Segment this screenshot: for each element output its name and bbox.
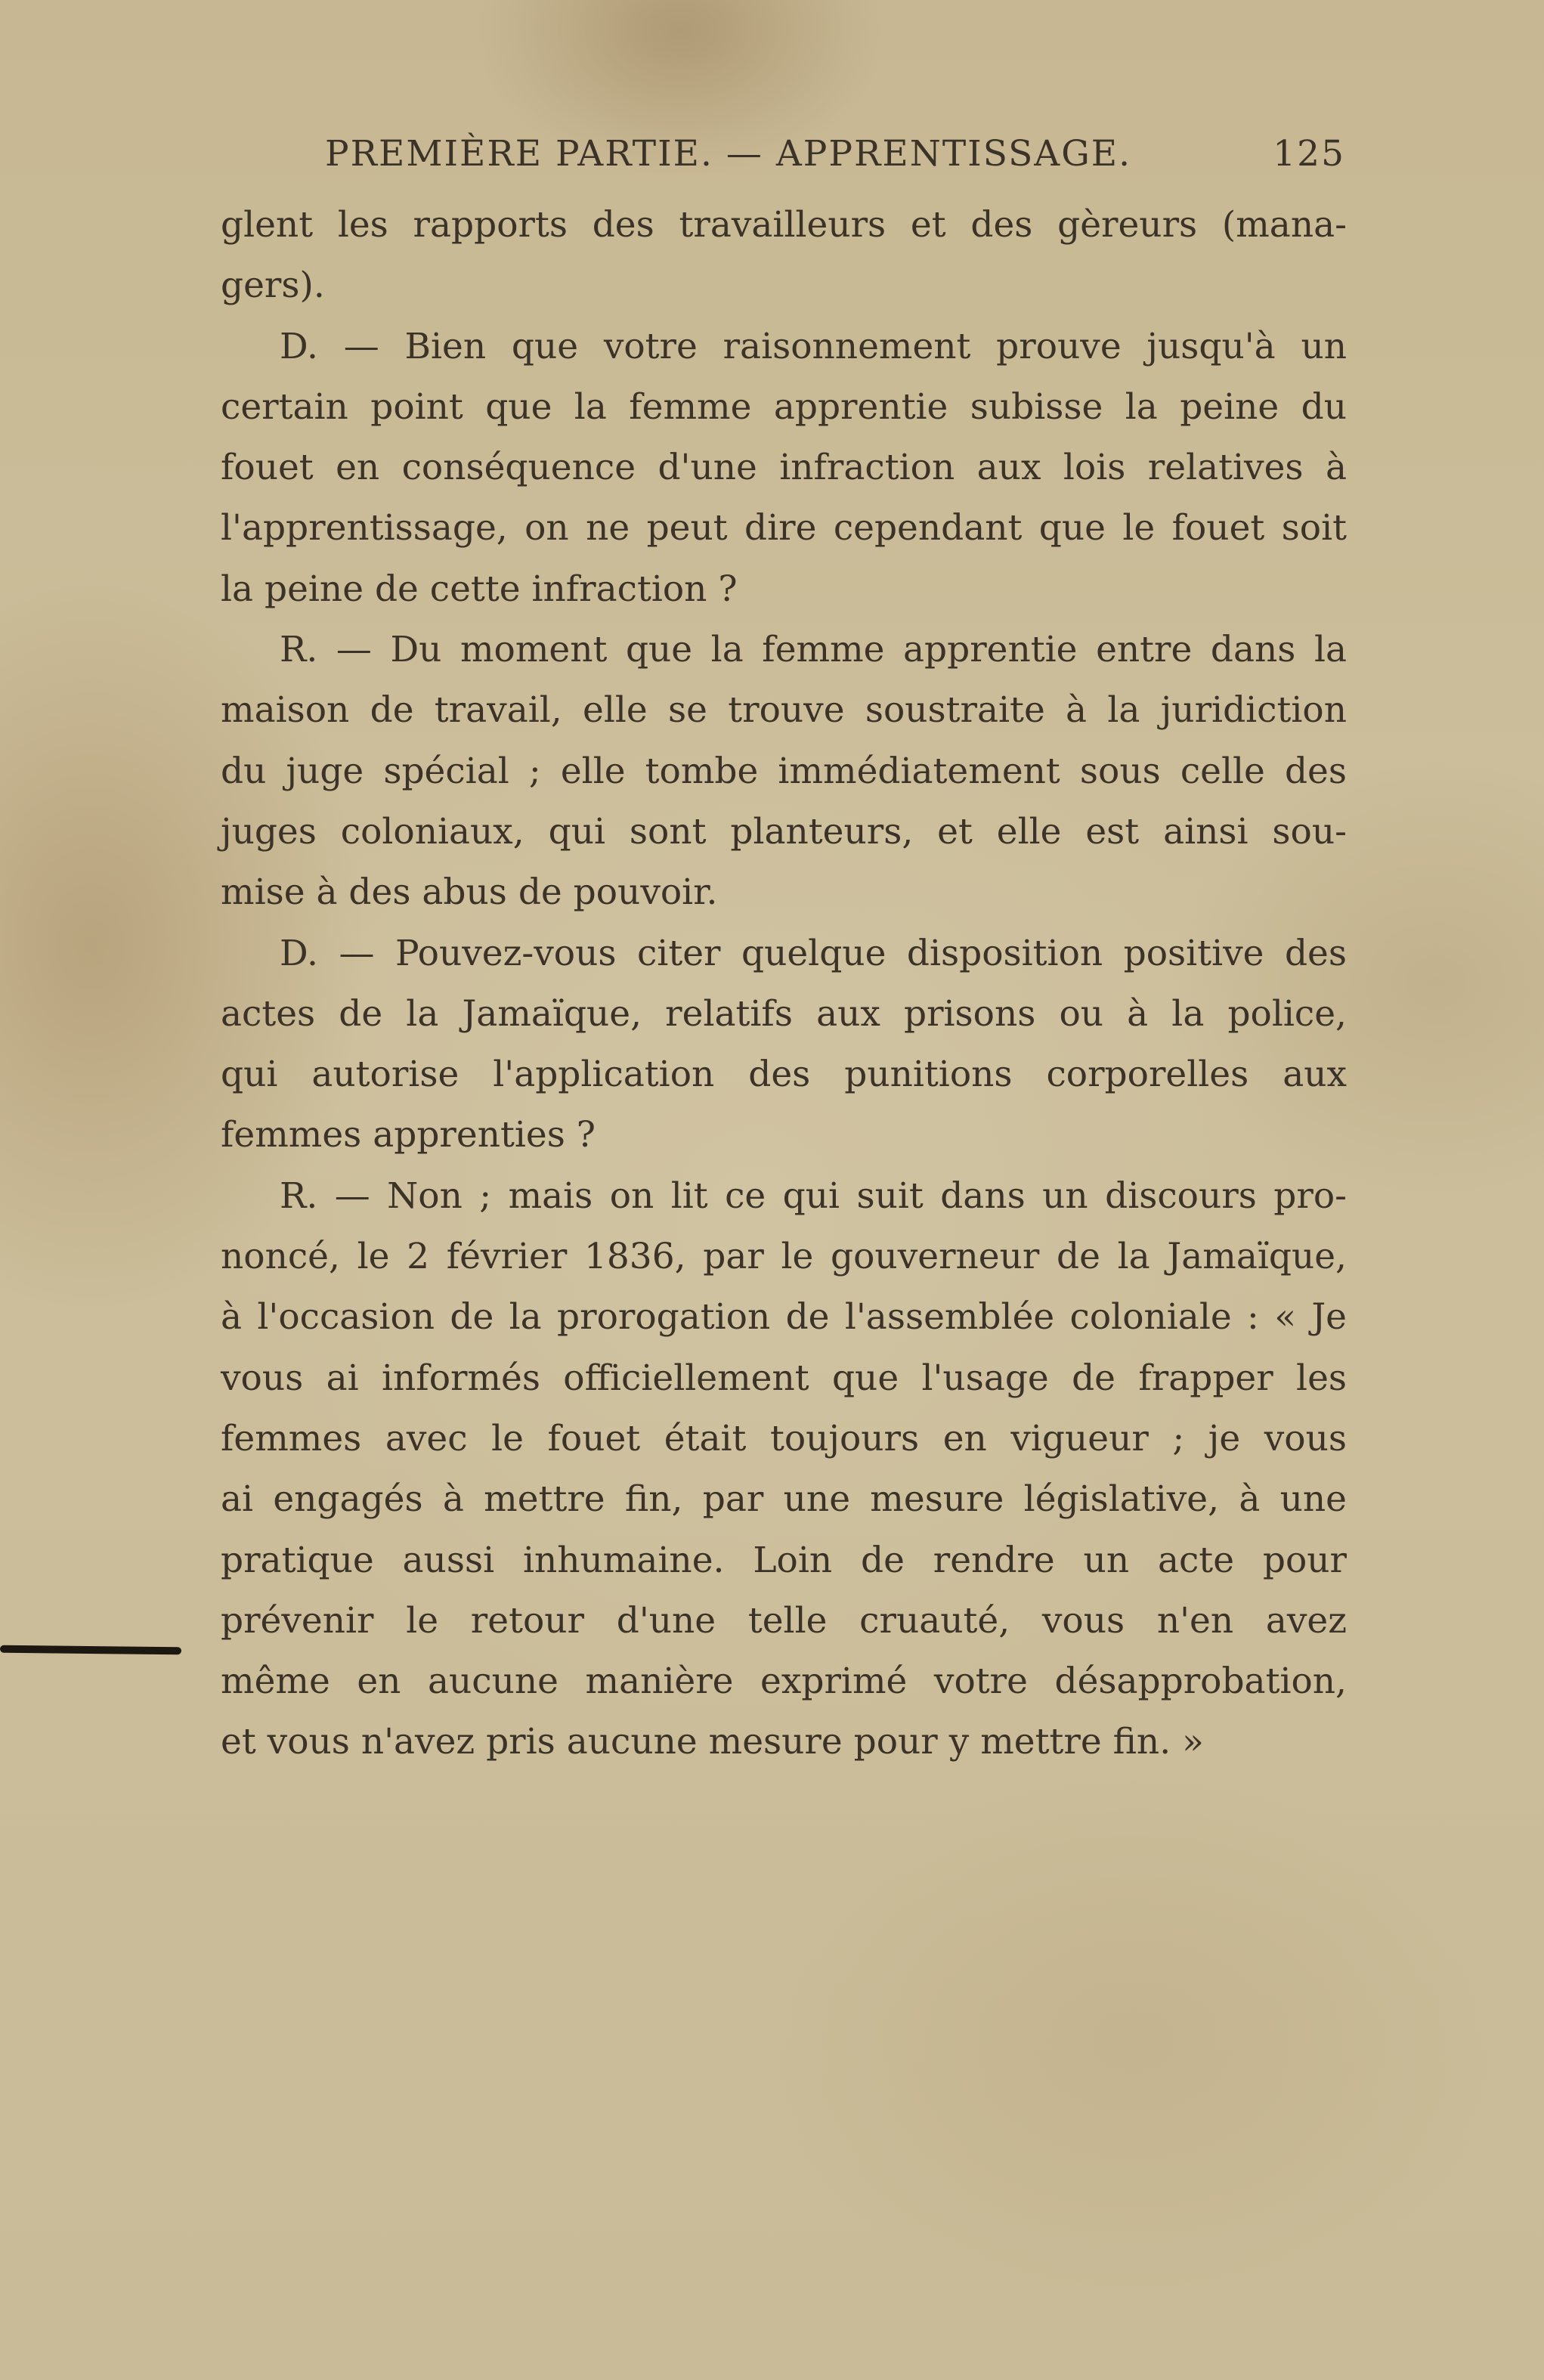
body-text [221, 195, 1347, 1773]
text-line: vous ai informés officiellement que l'usage de frapper les [221, 1357, 1347, 1399]
text-line: à l'occasion de la prorogation de l'assemblée coloniale : « Je [221, 1296, 1347, 1339]
text-line: juges coloniaux, qui sont planteurs, et elle est ainsi sou- [221, 810, 1347, 853]
text-line: ai engagés à mettre fin, par une mesure législative, à une [221, 1478, 1347, 1521]
text-line: D. — Bien que votre raisonnement prouve jusqu'à un [280, 325, 1347, 367]
text-line: la peine de cette infraction ? [221, 568, 738, 610]
text-line: qui autorise l'application des punitions corporelles aux [221, 1054, 1347, 1096]
text-line: fouet en conséquence d'une infraction aux lois relatives à [221, 447, 1347, 489]
text-line: du juge spécial ; elle tombe immédiatement sous celle des [221, 750, 1347, 792]
text-line: femmes avec le fouet était toujours en vigueur ; je vous [221, 1417, 1347, 1459]
text-line: même en aucune manière exprimé votre désapprobation, [221, 1660, 1347, 1703]
ink-stain [0, 1645, 181, 1655]
text-line: D. — Pouvez-vous citer quelque disposition positive des [280, 932, 1347, 974]
text-line: prévenir le retour d'une telle cruauté, vous n'en avez [221, 1599, 1347, 1642]
page-header [325, 133, 1345, 186]
text-line: R. — Non ; mais on lit ce qui suit dans un discours pro- [280, 1175, 1347, 1217]
running-head: PREMIÈRE PARTIE. — APPRENTISSAGE. [325, 133, 1132, 175]
text-line: mise à des abus de pouvoir. [221, 871, 718, 914]
text-line: R. — Du moment que la femme apprentie entre dans la [280, 629, 1347, 671]
text-line: maison de travail, elle se trouve soustraite à la juridiction [221, 689, 1347, 732]
text-line: et vous n'avez pris aucune mesure pour y mettre fin. » [221, 1721, 1204, 1763]
text-line: noncé, le 2 février 1836, par le gouverneur de la Jamaïque, [221, 1236, 1347, 1278]
page-number: 125 [1273, 133, 1345, 175]
text-line: certain point que la femme apprentie subisse la peine du [221, 385, 1347, 428]
text-line: actes de la Jamaïque, relatifs aux prisons ou à la police, [221, 992, 1347, 1035]
text-line: glent les rapports des travailleurs et des gèreurs (mana- [221, 204, 1347, 246]
text-line: l'apprentissage, on ne peut dire cependant que le fouet soit [221, 507, 1347, 549]
text-line: pratique aussi inhumaine. Loin de rendre un acte pour [221, 1539, 1347, 1581]
text-line: gers). [221, 265, 325, 307]
text-line: femmes apprenties ? [221, 1114, 596, 1156]
